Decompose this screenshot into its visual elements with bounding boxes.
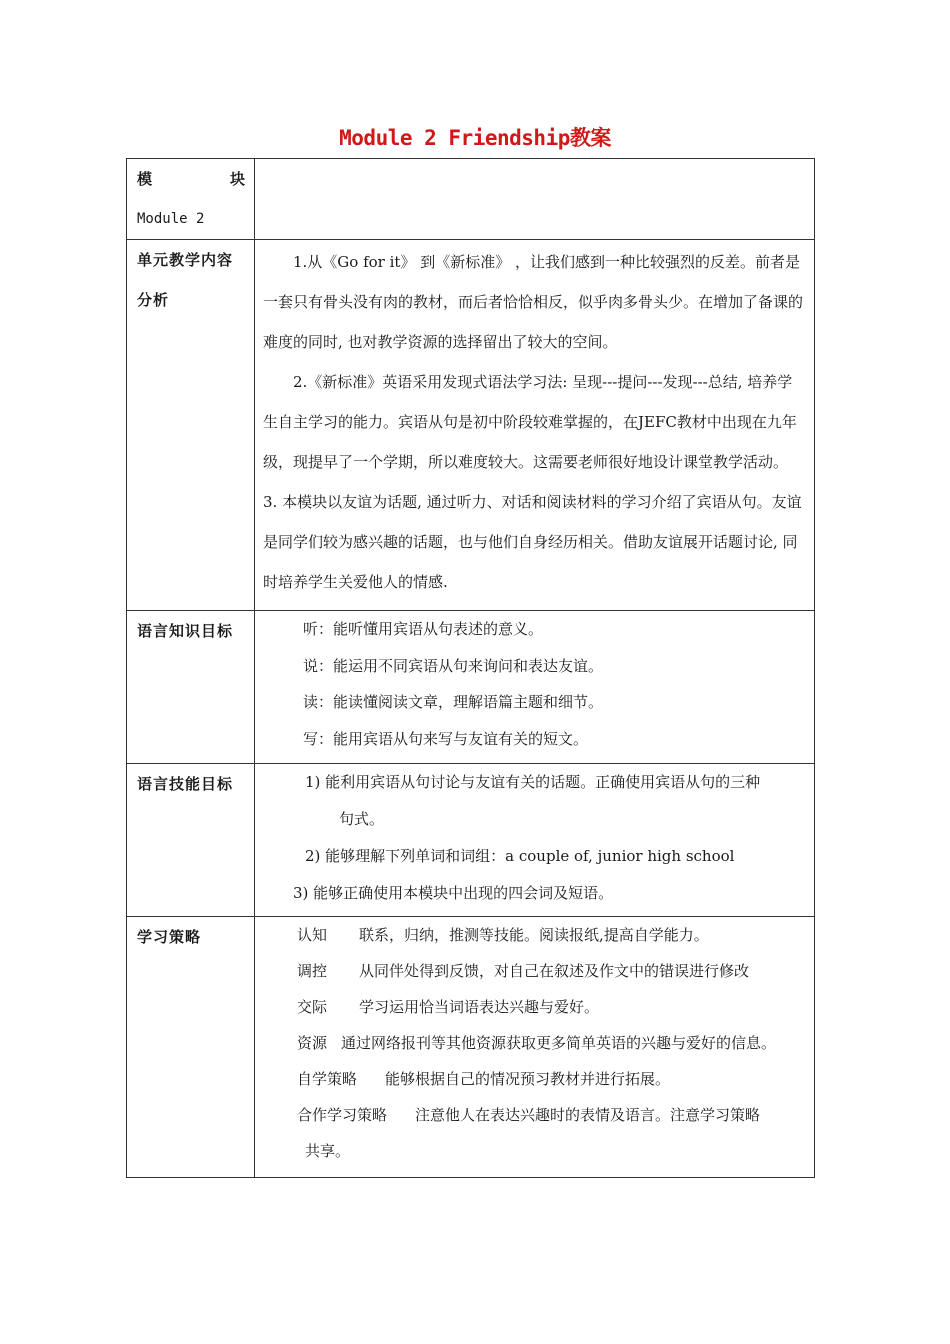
strategy-value: 能够根据自己的情况预习教材并进行拓展。 [385,1070,671,1088]
strategy-item [297,1025,804,1061]
analysis-paragraph: 1.从《Go for it》 到《新标准》 ，让我们感到一种比较强烈的反差。前者是一套只有骨头没有肉的教材，而后者恰恰相反，似乎肉多骨头少。在增加了备课的难度的同时, 也对教学资源的选择留出了较大的空间。 [263,253,804,351]
strategy-value: 通过网络报刊等其他资源获取更多简单英语的兴趣与爱好的信息。 [341,1034,777,1052]
analysis-paragraph: 3. 本模块以友谊为话题, 通过听力、对话和阅读材料的学习介绍了宾语从句。友谊是同学们较为感兴趣的话题，也与他们自身经历相关。借助友谊展开话题讨论, 同时培养学生关爱他人的情感. [263,493,802,591]
strategy-key: 资源 [297,1034,328,1052]
skill-item: 2) 能够理解下列单词和词组：a couple of, junior high school [305,847,735,865]
analysis-paragraph: 2.《新标准》英语采用发现式语法学习法: 呈现---提问---发现---总结, 培养学生自主学习的能力。宾语从句是初中阶段较难掌握的，在JEFC教材中出现在九年级，现提早了一个学期，所以难度较大。这需要老师很好地设计课堂教学活动。 [263,373,797,471]
skill-item-continued: 句式。 [339,810,385,828]
label-module-right: 块 [229,170,246,188]
lesson-plan-table [126,158,815,1178]
label-strategy: 学习策略 [127,917,255,1178]
knowledge-item: 读：能读懂阅读文章，理解语篇主题和细节。 [303,693,604,711]
strategy-item [297,917,804,953]
strategy-value: 学习运用恰当词语表达兴趣与爱好。 [359,998,600,1016]
strategy-key: 认知 [297,926,328,944]
strategy-item [297,989,804,1025]
strategy-item [297,1097,804,1133]
row-module [127,159,815,240]
strategy-key: 合作学习策略 [297,1106,388,1124]
row-analysis [127,240,815,611]
label-module [127,159,255,240]
label-analysis: 单元教学内容分析 [127,240,255,611]
label-skills: 语言技能目标 [127,764,255,917]
document-title: Module 2 Friendship教案 [339,126,611,150]
row-strategy [127,917,815,1178]
strategy-value: 从同伴处得到反馈，对自己在叙述及作文中的错误进行修改 [359,962,750,980]
knowledge-item: 写：能用宾语从句来写与友谊有关的短文。 [303,729,589,748]
skill-item: 3) 能够正确使用本模块中出现的四会词及短语。 [293,884,614,902]
knowledge-item: 听：能听懂用宾语从句表述的意义。 [303,620,544,638]
strategy-key: 自学策略 [297,1070,358,1088]
label-knowledge: 语言知识目标 [127,611,255,764]
knowledge-item: 说：能运用不同宾语从句来询问和表达友谊。 [303,656,604,675]
row-skills [127,764,815,917]
strategy-key: 调控 [297,962,328,980]
strategy-value: 联系，归纳，推测等技能。阅读报纸,提高自学能力。 [359,926,709,944]
label-module-left: 模 [137,170,154,188]
row-knowledge [127,611,815,764]
strategy-key: 交际 [297,998,328,1016]
strategy-value: 注意他人在表达兴趣时的表情及语言。注意学习策略 [415,1106,761,1124]
strategy-tail: 共享。 [305,1142,351,1160]
content-module [255,159,815,240]
label-module-value: Module 2 [137,211,205,227]
strategy-item [297,1061,804,1097]
strategy-item [297,953,804,989]
skill-item: 1) 能利用宾语从句讨论与友谊有关的话题。正确使用宾语从句的三种 [305,773,761,791]
